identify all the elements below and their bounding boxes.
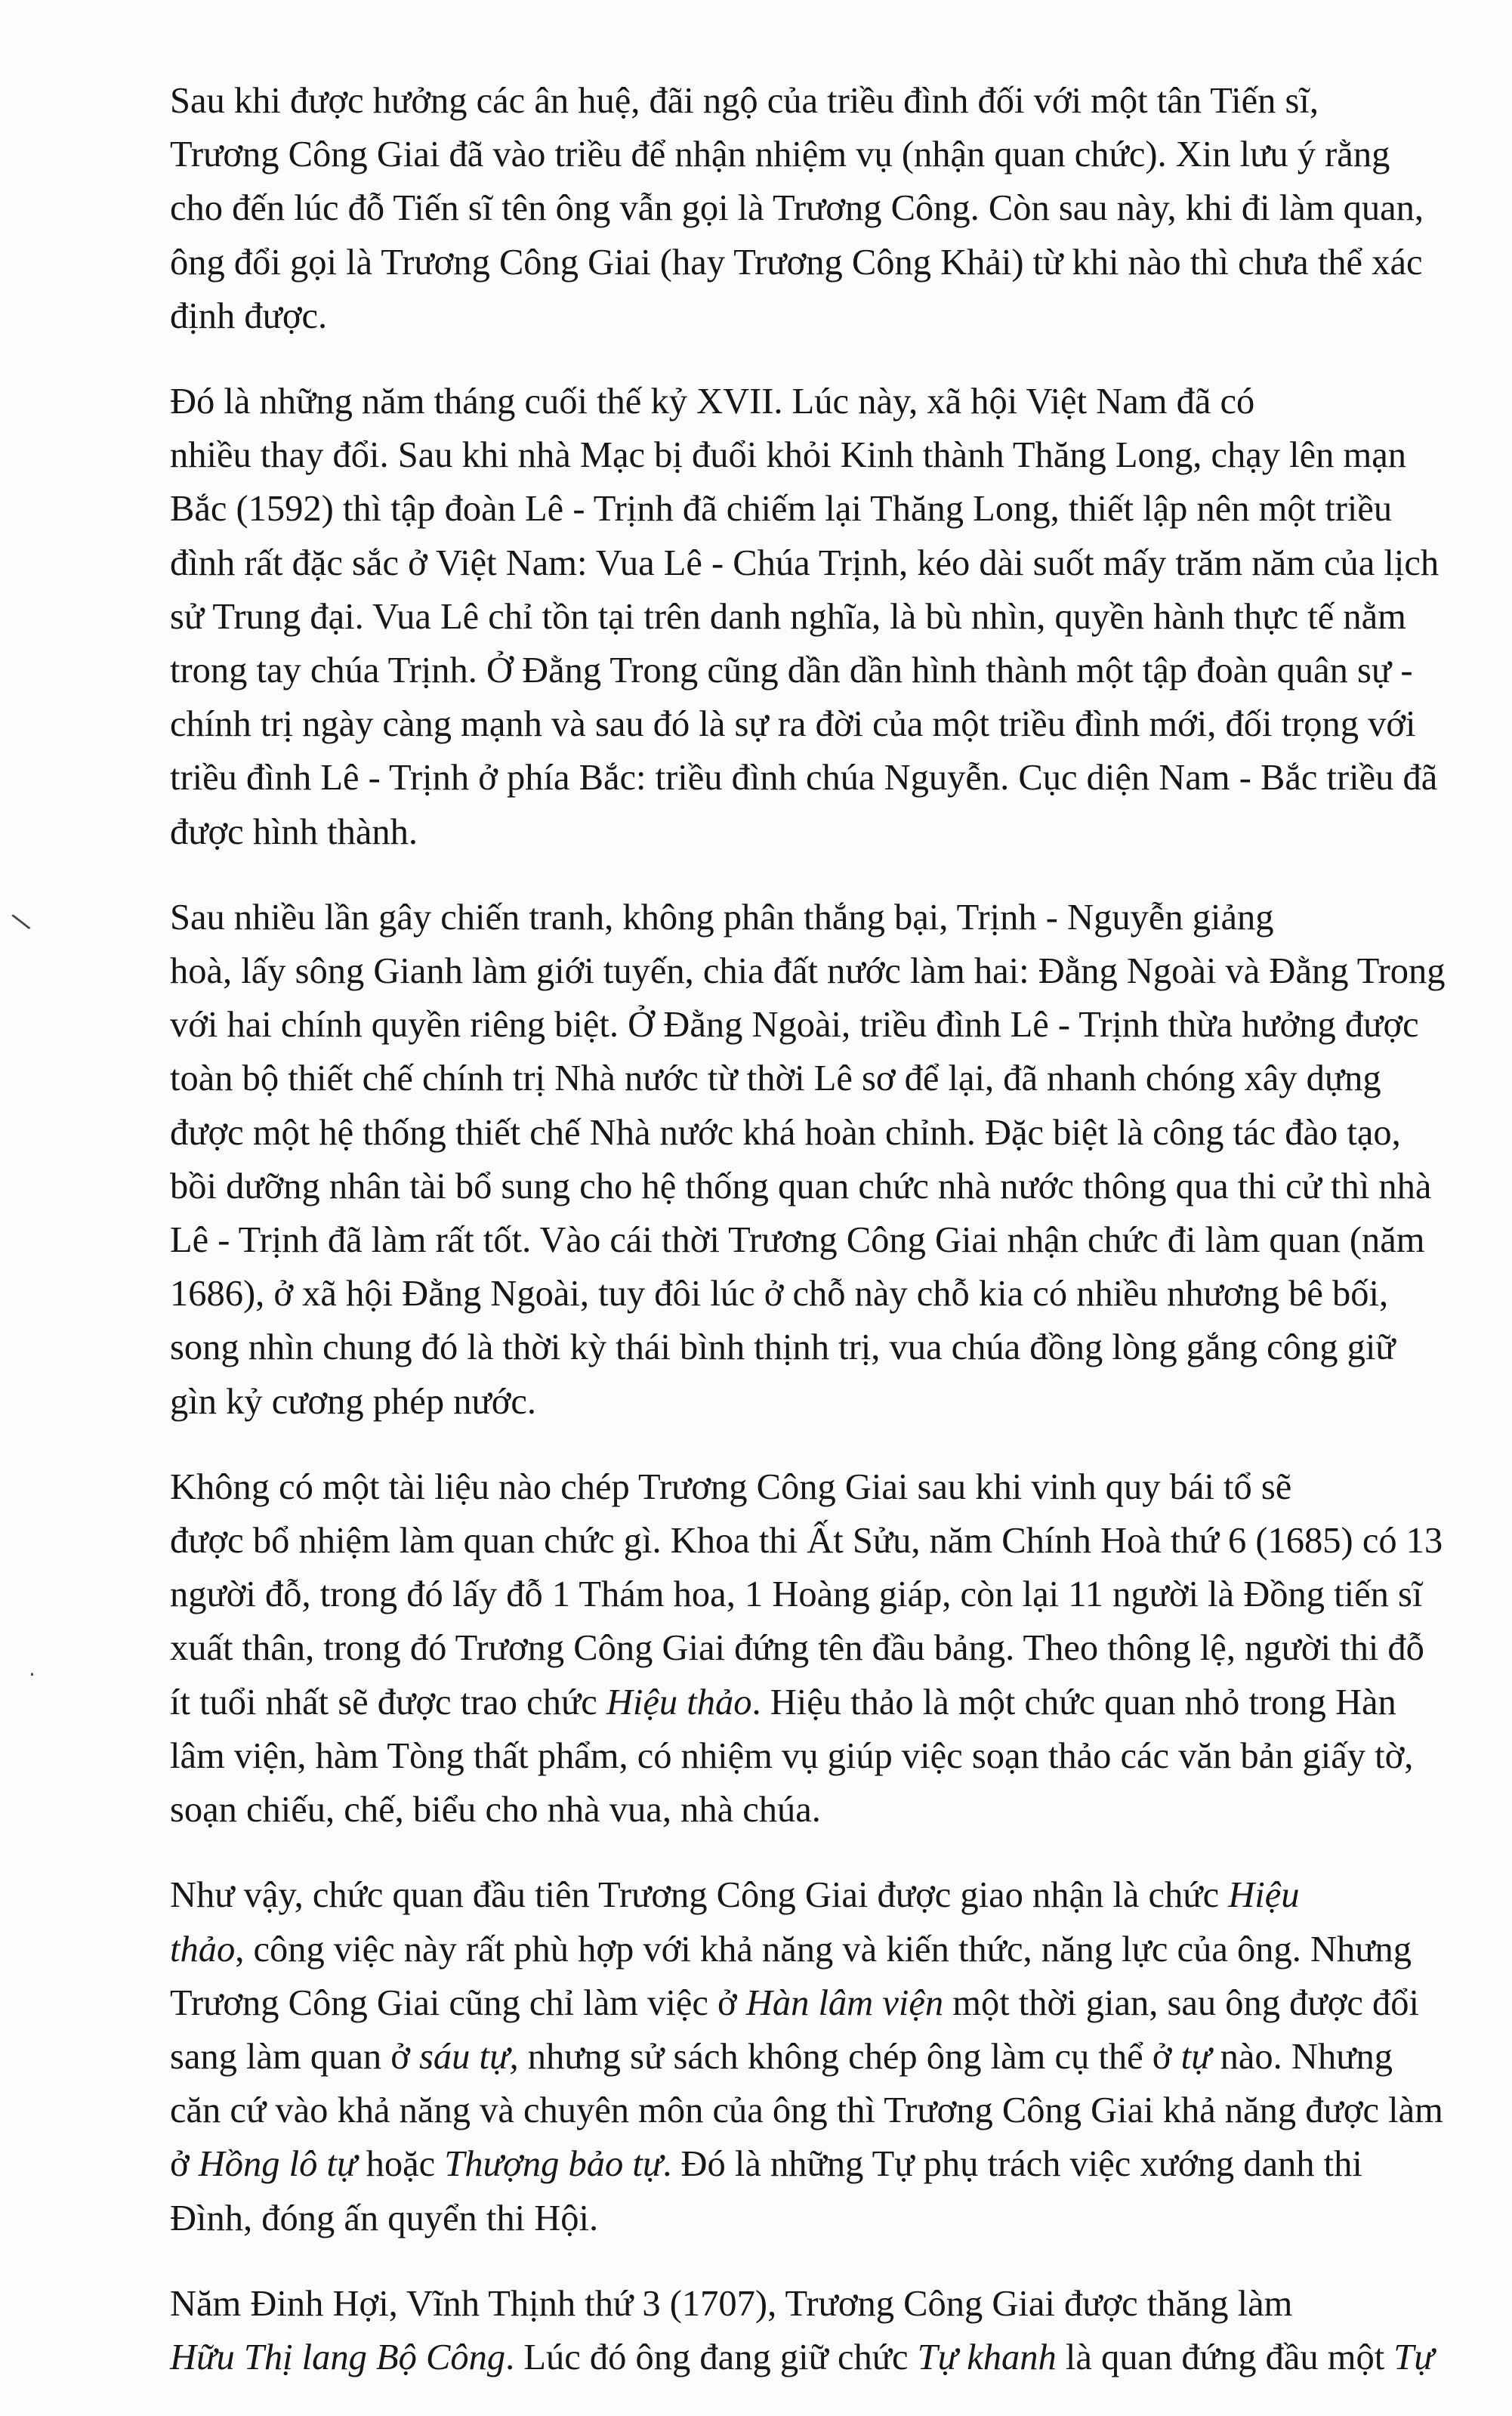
text-line: với hai chính quyền riêng biệt. Ở Đằng Ngoài, triều đình Lê - Trịnh thừa hưởng được [170, 1005, 1419, 1046]
text-line: chính trị ngày càng mạnh và sau đó là sự ra đời của một triều đình mới, đối trọng với [170, 704, 1416, 745]
text-line: trong tay chúa Trịnh. Ở Đằng Trong cũng dần dần hình thành một tập đoàn quân sự - [170, 650, 1413, 691]
text-line: Năm Đinh Hợi, Vĩnh Thịnh thứ 3 (1707), Trương Công Giai được thăng làm [170, 2283, 1293, 2324]
text-line: Như vậy, chức quan đầu tiên Trương Công Giai được giao nhận là chức Hiệu [170, 1875, 1300, 1916]
text-line: sang làm quan ở sáu tự, nhưng sử sách không chép ông làm cụ thể ở tự nào. Nhưng [170, 2036, 1393, 2077]
text-line: Bắc (1592) thì tập đoàn Lê - Trịnh đã chiếm lại Thăng Long, thiết lập nên một triều [170, 489, 1393, 530]
text-line: được một hệ thống thiết chế Nhà nước khá hoàn chỉnh. Đặc biệt là công tác đào tạo, [170, 1112, 1401, 1153]
text-line: người đỗ, trong đó lấy đỗ 1 Thám hoa, 1 Hoàng giáp, còn lại 11 người là Đồng tiến sĩ [170, 1574, 1423, 1615]
margin-tick-mark: \ [8, 907, 33, 937]
text-line: song nhìn chung đó là thời kỳ thái bình thịnh trị, vua chúa đồng lòng gắng công giữ [170, 1327, 1396, 1368]
text-line: được hình thành. [170, 811, 418, 852]
body-text [64, 74, 1510, 2416]
text-line: Không có một tài liệu nào chép Trương Công Giai sau khi vinh quy bái tổ sẽ [170, 1466, 1292, 1507]
text-line: Sau khi được hưởng các ân huệ, đãi ngộ của triều đình đối với một tân Tiến sĩ, [170, 81, 1319, 121]
text-line: bồi dưỡng nhân tài bổ sung cho hệ thống quan chức nhà nước thông qua thi cử thì nhà [170, 1166, 1432, 1206]
text-line: Đó là những năm tháng cuối thế kỷ XVII. Lúc này, xã hội Việt Nam đã có [170, 382, 1255, 422]
paragraph-1 [64, 74, 1510, 343]
text-line: ở Hồng lô tự hoặc Thượng bảo tự. Đó là những Tự phụ trách việc xướng danh thi [170, 2144, 1362, 2185]
text-line: Lê - Trịnh đã làm rất tốt. Vào cái thời Trương Công Giai nhận chức đi làm quan (năm [170, 1220, 1425, 1261]
paragraph-6 [64, 2277, 1510, 2384]
text-line: 1686), ở xã hội Đằng Ngoài, tuy đôi lúc ở chỗ này chỗ kia có nhiều nhương bê bối, [170, 1274, 1389, 1315]
text-line: sử Trung đại. Vua Lê chỉ tồn tại trên danh nghĩa, là bù nhìn, quyền hành thực tế nằm [170, 596, 1406, 637]
text-line: soạn chiếu, chế, biểu cho nhà vua, nhà chúa. [170, 1790, 821, 1831]
text-line: đình rất đặc sắc ở Việt Nam: Vua Lê - Chúa Trịnh, kéo dài suốt mấy trăm năm của lịch [170, 542, 1439, 583]
margin-dot-mark: · [29, 1662, 35, 1687]
text-line: gìn kỷ cương phép nước. [170, 1381, 537, 1422]
paragraph-3 [64, 891, 1510, 1429]
text-line: cho đến lúc đỗ Tiến sĩ tên ông vẫn gọi là Trương Công. Còn sau này, khi đi làm quan, [170, 188, 1424, 229]
text-line: ông đổi gọi là Trương Công Giai (hay Trương Công Khải) từ khi nào thì chưa thể xác [170, 242, 1423, 283]
text-line: toàn bộ thiết chế chính trị Nhà nước từ thời Lê sơ để lại, đã nhanh chóng xây dựng [170, 1058, 1381, 1099]
paragraph-4 [64, 1460, 1510, 1837]
text-line: triều đình Lê - Trịnh ở phía Bắc: triều đình chúa Nguyễn. Cục diện Nam - Bắc triều đã [170, 758, 1438, 799]
text-line: Hữu Thị lang Bộ Công. Lúc đó ông đang giữ chức Tự khanh là quan đứng đầu một Tự [170, 2337, 1434, 2377]
text-line: hoà, lấy sông Gianh làm giới tuyến, chia đất nước làm hai: Đằng Ngoài và Đằng Trong [170, 951, 1446, 992]
text-line: căn cứ vào khả năng và chuyên môn của ông thì Trương Công Giai khả năng được làm [170, 2090, 1443, 2131]
text-line: ít tuổi nhất sẽ được trao chức Hiệu thảo. Hiệu thảo là một chức quan nhỏ trong Hàn [170, 1682, 1396, 1722]
text-line: định được. [170, 295, 328, 336]
text-line: Sau nhiều lần gây chiến tranh, không phân thắng bại, Trịnh - Nguyễn giảng [170, 897, 1274, 938]
text-line: thảo, công việc này rất phù hợp với khả năng và kiến thức, năng lực của ông. Nhưng [170, 1929, 1412, 1970]
text-line: lâm viện, hàm Tòng thất phẩm, có nhiệm vụ giúp việc soạn thảo các văn bản giấy tờ, [170, 1735, 1414, 1776]
text-line: Đình, đóng ấn quyển thi Hội. [170, 2198, 599, 2238]
text-line: xuất thân, trong đó Trương Công Giai đứng tên đầu bảng. Theo thông lệ, người thi đỗ [170, 1628, 1424, 1669]
text-line: được bổ nhiệm làm quan chức gì. Khoa thi Ất Sửu, năm Chính Hoà thứ 6 (1685) có 13 [170, 1521, 1443, 1562]
text-line: nhiều thay đổi. Sau khi nhà Mạc bị đuổi khỏi Kinh thành Thăng Long, chạy lên mạn [170, 435, 1407, 476]
text-line: Trương Công Giai cũng chỉ làm việc ở Hàn lâm viện một thời gian, sau ông được đổi [170, 1982, 1419, 2023]
text-line: Trương Công Giai đã vào triều để nhận nhiệm vụ (nhận quan chức). Xin lưu ý rằng [170, 134, 1390, 175]
paragraph-2 [64, 375, 1510, 859]
paragraph-5 [64, 1868, 1510, 2245]
